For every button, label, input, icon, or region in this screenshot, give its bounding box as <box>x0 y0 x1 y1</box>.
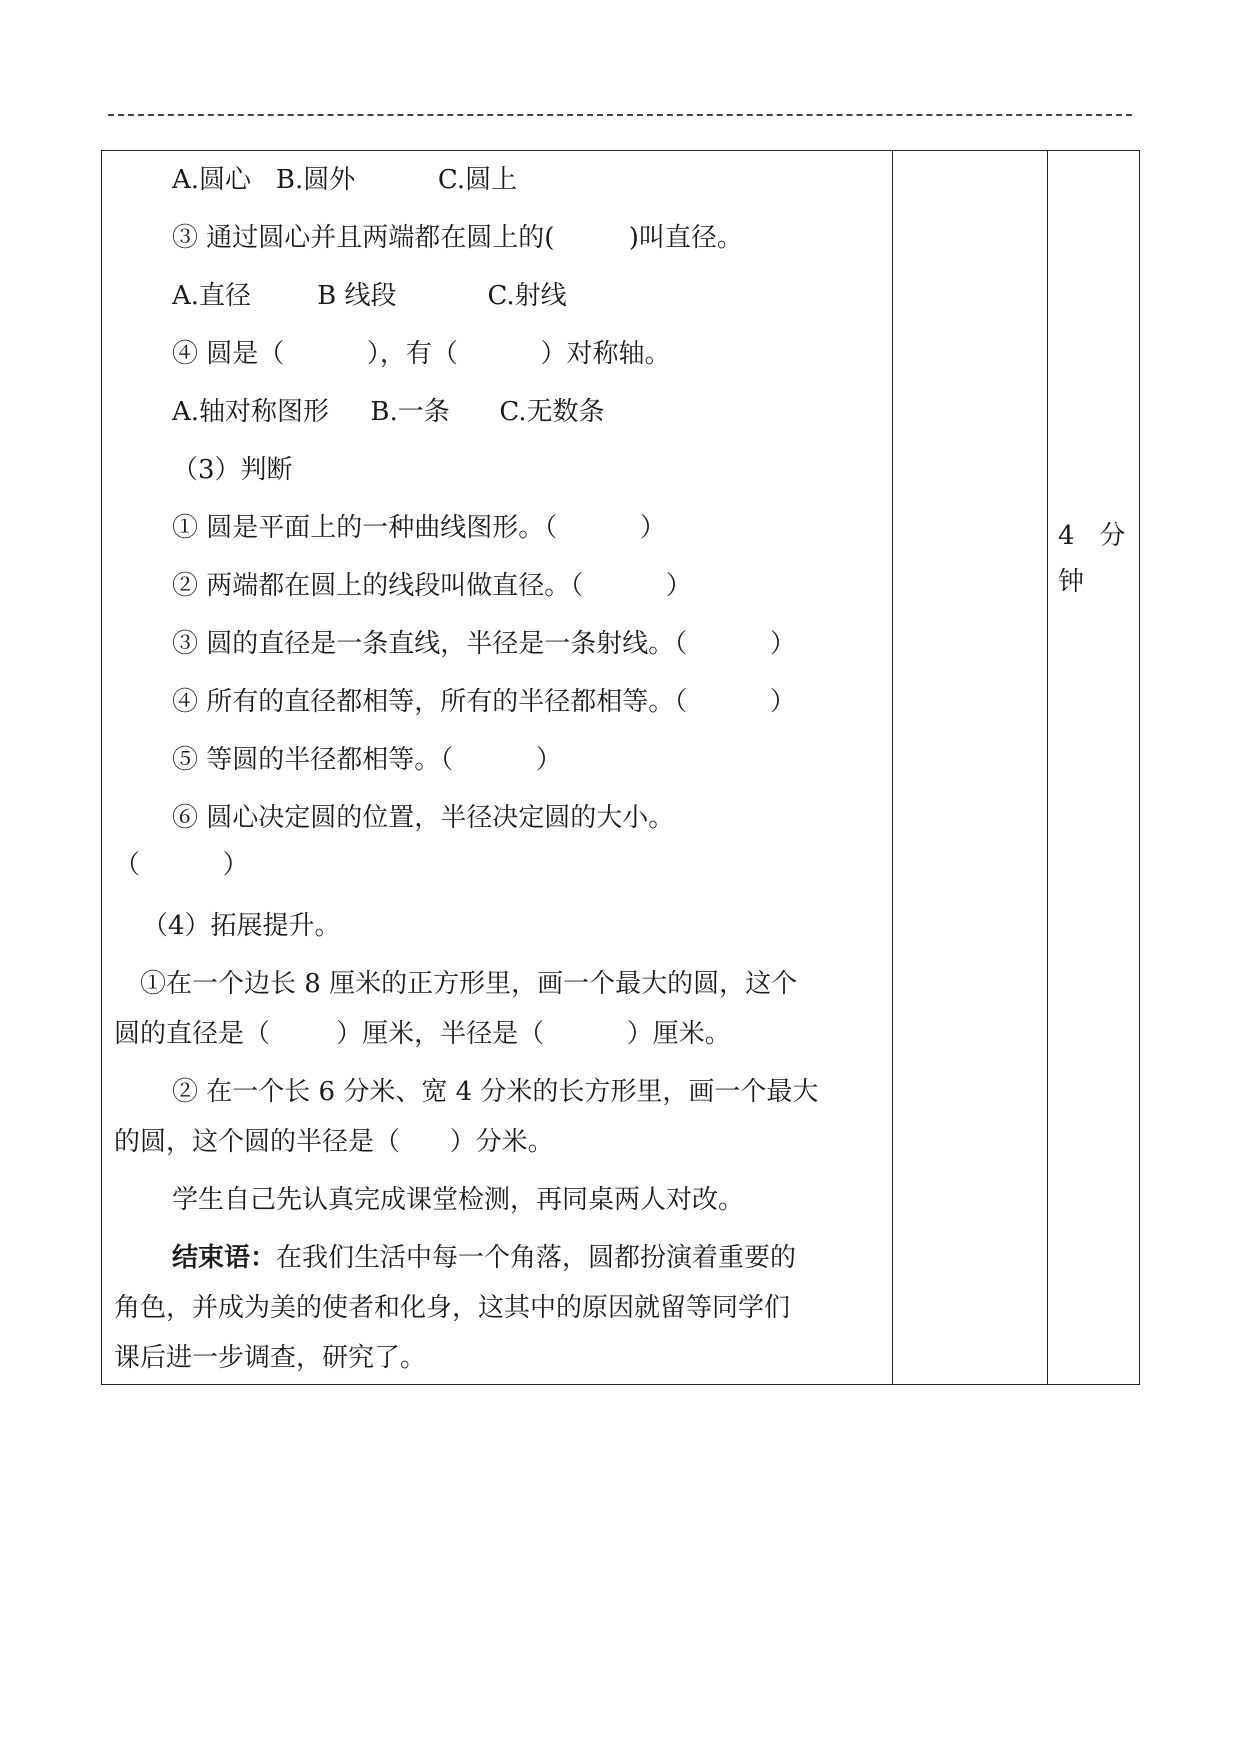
student-instruction: 学生自己先认真完成课堂检测，再同桌两人对改。 <box>172 1185 745 1215</box>
judge-item-2: ② 两端都在圆上的线段叫做直径。（ ） <box>172 571 692 601</box>
time-unit: 钟 <box>1058 567 1085 597</box>
options-line-3: A.直径 B 线段 C.射线 <box>172 281 567 311</box>
judge-item-5: ⑤ 等圆的半径都相等。（ ） <box>172 745 562 775</box>
lesson-table <box>101 150 1140 1385</box>
closing-label: 结束语： <box>172 1243 277 1273</box>
extend-item-1-line-2: 圆的直径是（ ）厘米，半径是（ ）厘米。 <box>114 1019 731 1049</box>
time-value: 4 分 <box>1058 521 1126 551</box>
time-allocation <box>1058 513 1138 605</box>
judge-item-1: ① 圆是平面上的一种曲线图形。（ ） <box>172 513 666 543</box>
dashed-separator <box>108 114 1132 116</box>
extend-item-2-line-2: 的圆，这个圆的半径是（ ）分米。 <box>114 1127 554 1157</box>
judge-item-6-blank: （ ） <box>114 850 249 880</box>
options-line-2: A.圆心 B.圆外 C.圆上 <box>172 165 518 195</box>
content-cell <box>102 151 893 1384</box>
question-4: ④ 圆是（ ），有（ ）对称轴。 <box>172 339 671 369</box>
closing-line-1 <box>172 1241 796 1275</box>
notes-cell <box>893 151 1048 1384</box>
extend-item-1-line-1: ①在一个边长 8 厘米的正方形里，画一个最大的圆，这个 <box>140 969 798 999</box>
extend-item-2-line-1: ② 在一个长 6 分米、宽 4 分米的长方形里，画一个最大 <box>172 1077 819 1107</box>
judge-item-6: ⑥ 圆心决定圆的位置，半径决定圆的大小。 <box>172 803 675 833</box>
options-line-4: A.轴对称图形 B.一条 C.无数条 <box>172 397 605 427</box>
judge-item-4: ④ 所有的直径都相等，所有的半径都相等。（ ） <box>172 687 796 717</box>
closing-text-1: 在我们生活中每一个角落，圆都扮演着重要的 <box>276 1243 797 1273</box>
question-3: ③ 通过圆心并且两端都在圆上的( )叫直径。 <box>172 223 743 253</box>
closing-line-3: 课后进一步调查，研究了。 <box>114 1343 427 1373</box>
judge-item-3: ③ 圆的直径是一条直线，半径是一条射线。（ ） <box>172 629 796 659</box>
time-cell <box>1048 151 1139 1384</box>
section-judge-heading: （3）判断 <box>172 455 293 485</box>
closing-line-2: 角色，并成为美的使者和化身，这其中的原因就留等同学们 <box>114 1293 791 1323</box>
section-extend-heading: （4）拓展提升。 <box>142 911 341 941</box>
